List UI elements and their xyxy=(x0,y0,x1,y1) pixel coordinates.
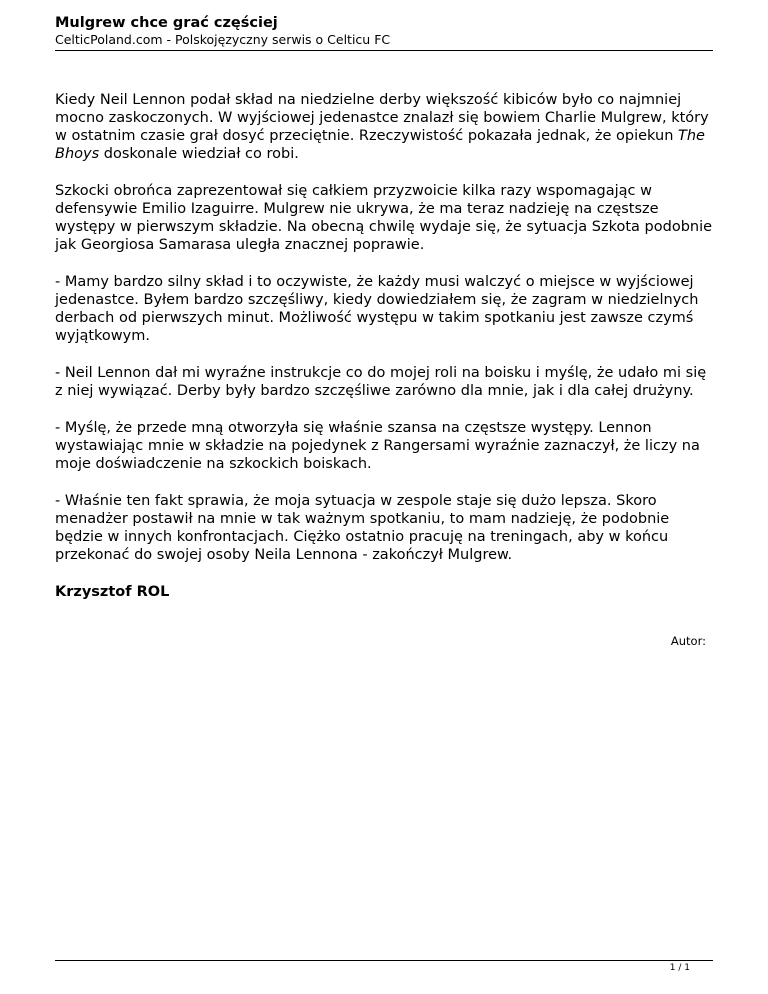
team-nickname: The Bhoys xyxy=(55,128,705,162)
article-paragraph-3: - Mamy bardzo silny skład i to oczywiste, że każdy musi walczyć o miejsce w wyjściowej jedenastce. Byłem bardzo szczęśliwy, kiedy dowiedziałem się, że zagram w niedzielnych derbach od pierwszych minut. Możliwość występu w takim spotkaniu jest zawsze czymś wyjątkowym. xyxy=(55,274,699,344)
autor-label: Autor: xyxy=(670,634,706,648)
article-paragraph-6: - Właśnie ten fakt sprawia, że moja sytuacja w zespole staje się dużo lepsza. Skoro menadżer postawił na mnie w tak ważnym spotkaniu, to mam nadzieję, że podobnie będzie w innych konfrontacjach. Ciężko ostatnio pracuję na treningach, aby w końcu przekonać do swojej osoby Neila Lennona - zakończył Mulgrew. xyxy=(55,493,670,563)
page-header xyxy=(55,14,713,51)
page-number: 1 / 1 xyxy=(669,963,690,973)
page-footer xyxy=(55,960,713,973)
author-signature: Krzysztof ROL xyxy=(55,584,170,600)
site-subtitle: CelticPoland.com - Polskojęzyczny serwis o Celticu FC xyxy=(55,32,391,47)
article-paragraph-1 xyxy=(55,91,715,163)
paragraph-1-text-end: doskonale wiedział co robi. xyxy=(99,146,299,162)
article-title: Mulgrew chce grać częściej xyxy=(55,15,278,31)
article-paragraph-4: - Neil Lennon dał mi wyraźne instrukcje co do mojej roli na boisku i myślę, że udało mi się z niej wywiązać. Derby były bardzo szczęśliwe zarówno dla mnie, jak i dla całej drużyny. xyxy=(55,365,707,399)
paragraph-1-text-start: Kiedy Neil Lennon podał skład na niedzielne derby większość kibiców było co najmniej mocno zaskoczonych. W wyjściowej jedenastce znalazł się bowiem Charlie Mulgrew, który w ostatnim czasie grał dosyć przeciętnie. Rzeczywistość pokazała jednak, że opiekun xyxy=(55,92,709,144)
article-body xyxy=(55,91,715,620)
article-paragraph-5: - Myślę, że przede mną otworzyła się właśnie szansa na częstsze występy. Lennon wystawiając mnie w składzie na pojedynek z Rangersami wyraźnie zaznaczył, że liczy na moje doświadczenie na szkockich boiskach. xyxy=(55,420,700,472)
article-paragraph-2: Szkocki obrońca zaprezentował się całkiem przyzwoicie kilka razy wspomagając w defensywie Emilio Izaguirre. Mulgrew nie ukrywa, że ma teraz nadzieję na częstsze występy w pierwszym składzie. Na obecną chwilę wydaje się, że sytuacja Szkota podobnie jak Georgiosa Samarasa uległa znacznej poprawie. xyxy=(55,183,713,253)
